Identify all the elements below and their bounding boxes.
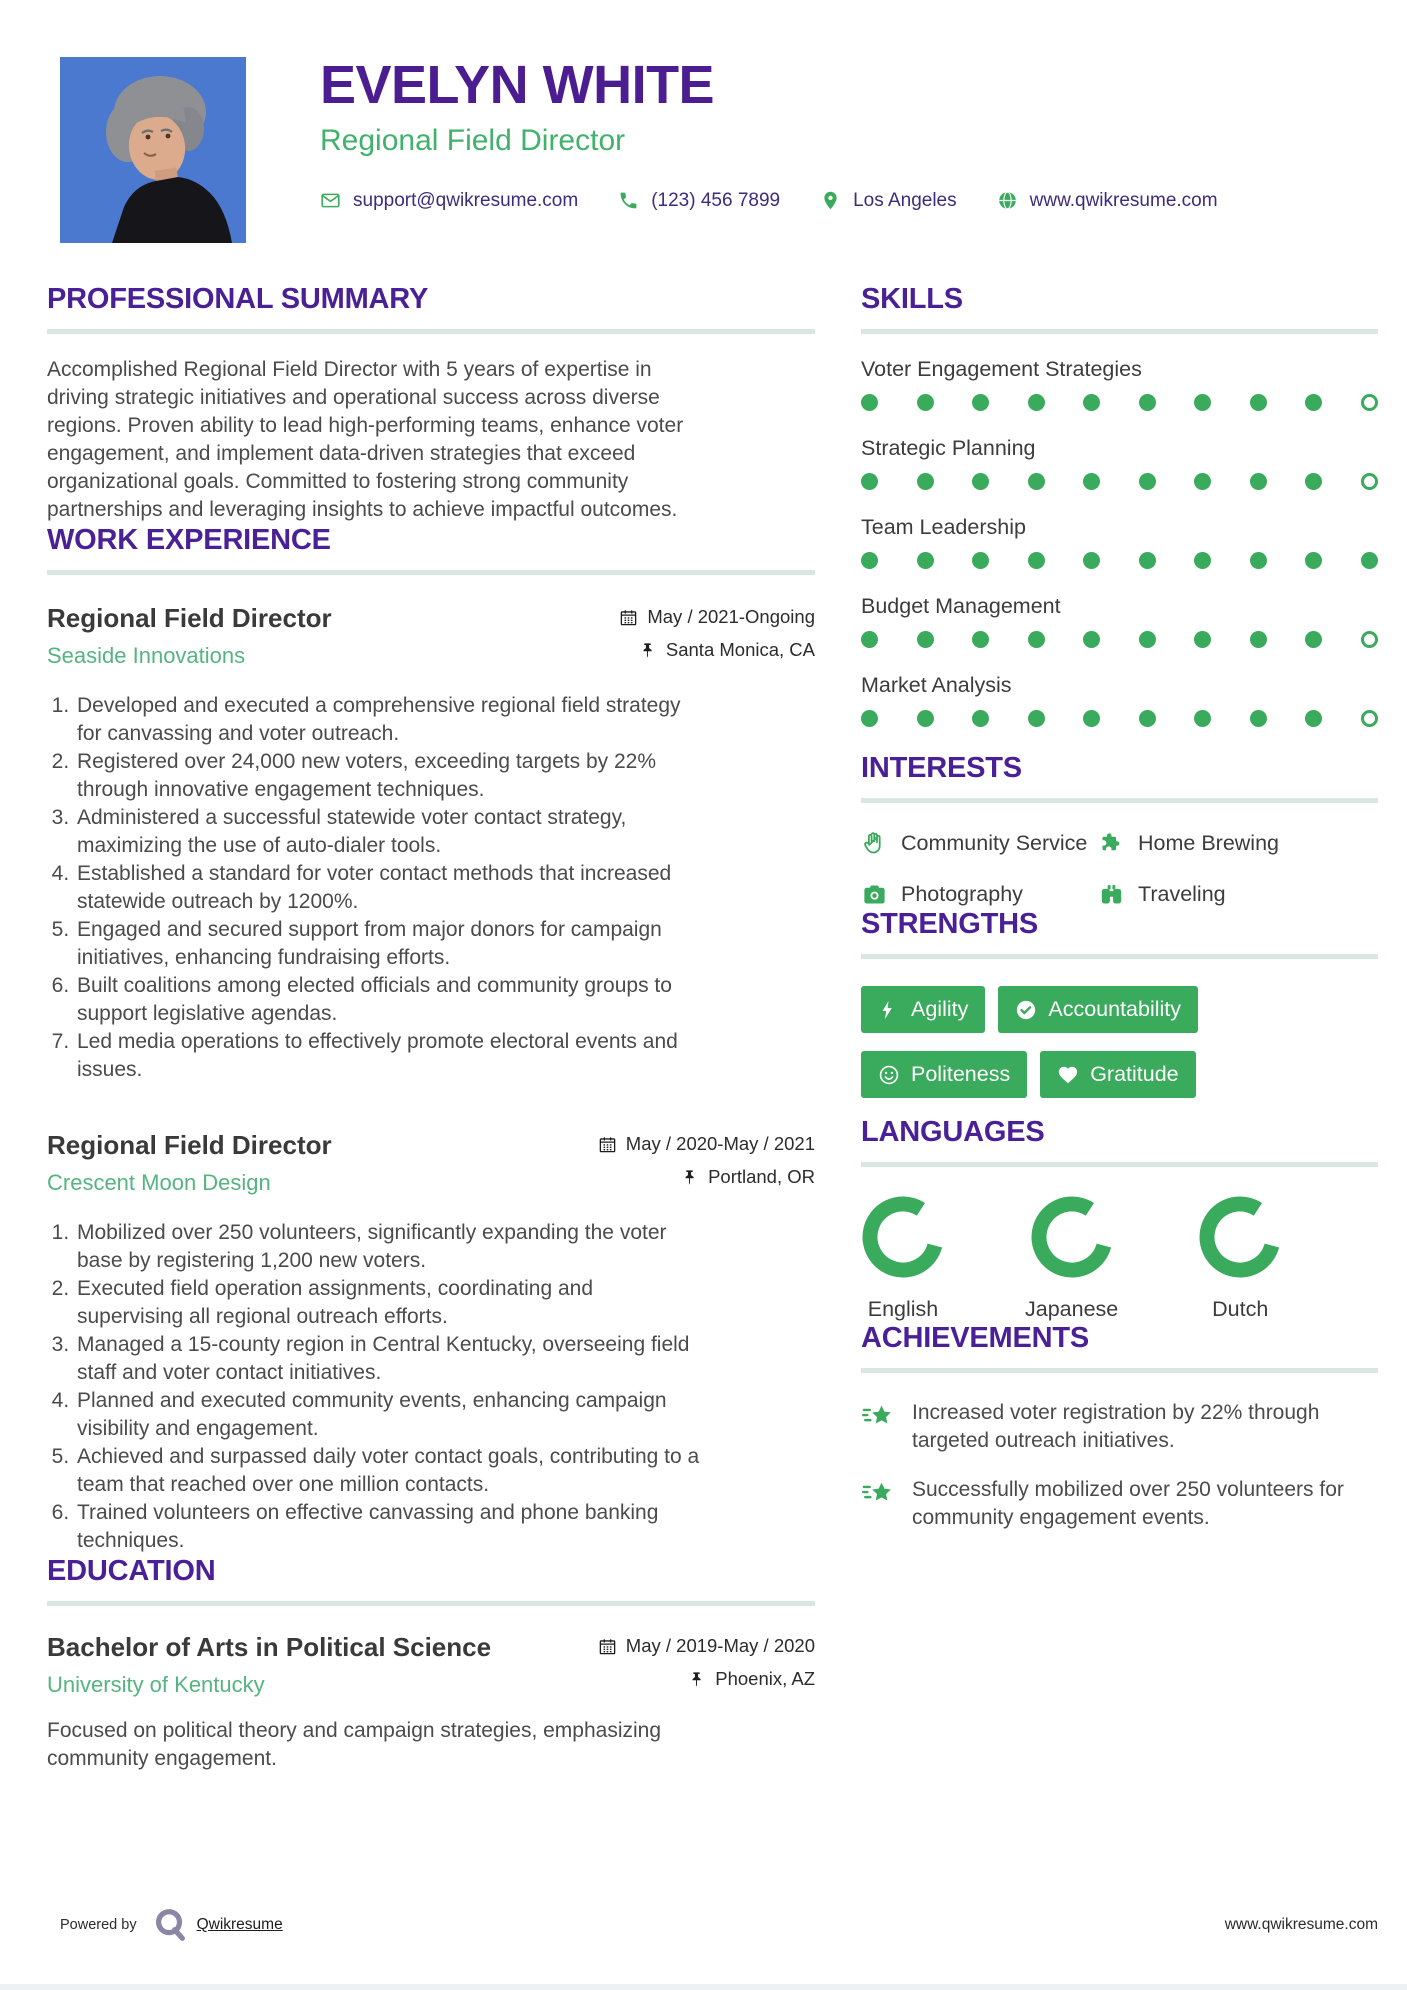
languages-heading: LANGUAGES [861, 1116, 1045, 1148]
interest-item [1098, 881, 1378, 908]
language-item [1198, 1195, 1282, 1322]
heart-icon [1057, 1064, 1079, 1086]
location-text: Santa Monica, CA [665, 639, 815, 660]
shooting-star-icon [861, 1400, 895, 1434]
degree-title: Bachelor of Arts in Political Science [47, 1632, 492, 1662]
achievement-item [861, 1476, 1378, 1532]
skill-rating [861, 473, 1378, 490]
job-entry [47, 1130, 815, 1555]
location-row [598, 1668, 815, 1690]
skill-dot-filled [1083, 473, 1100, 490]
powered-by-label: Powered by [60, 1917, 137, 1933]
skill-dot-filled [917, 710, 934, 727]
right-column [861, 283, 1378, 1773]
interest-label: Photography [901, 882, 1023, 906]
globe-icon [997, 190, 1018, 211]
contact-text: (123) 456 7899 [651, 189, 781, 211]
language-ring [1198, 1195, 1282, 1279]
interest-label: Home Brewing [1138, 831, 1279, 855]
achievement-list [861, 1399, 1378, 1532]
skill-rating [861, 710, 1378, 727]
skill-dot-filled [1250, 631, 1267, 648]
skill-dot-filled [1194, 473, 1211, 490]
divider [861, 798, 1378, 803]
skill-dot-filled [917, 552, 934, 569]
skill-dot-empty [1361, 631, 1378, 648]
divider [861, 329, 1378, 334]
job-title: Regional Field Director [47, 603, 332, 633]
strength-badge [998, 986, 1198, 1033]
contact-row [320, 190, 1218, 212]
skill-dot-filled [972, 394, 989, 411]
language-label: English [867, 1297, 939, 1321]
dates-text: May / 2020-May / 2021 [625, 1133, 815, 1154]
calendar-icon [598, 1135, 617, 1154]
strengths-heading: STRENGTHS [861, 908, 1039, 940]
skill-name: Budget Management [861, 594, 1061, 618]
company-name: Crescent Moon Design [47, 1170, 271, 1195]
profile-photo [60, 57, 246, 243]
job-bullet: 2. Executed field operation assignments, coordinating and supervising all regional outreach efforts. [75, 1275, 705, 1331]
skill-dot-filled [917, 473, 934, 490]
education-meta [598, 1632, 815, 1701]
interest-label: Community Service [901, 831, 1088, 855]
hand-icon [861, 830, 888, 857]
footer-website[interactable]: www.qwikresume.com [1224, 1916, 1378, 1933]
language-list [861, 1195, 1378, 1322]
job-bullet: 6. Trained volunteers on effective canvassing and phone banking techniques. [75, 1499, 705, 1555]
education-description: Focused on political theory and campaign strategies, emphasizing community engagement. [47, 1719, 662, 1770]
work-heading: WORK EXPERIENCE [47, 524, 331, 556]
dates-row [598, 1133, 815, 1155]
strength-badge [861, 1051, 1027, 1098]
skill-item [861, 594, 1378, 648]
company-name: Seaside Innovations [47, 643, 246, 668]
divider [861, 1162, 1378, 1167]
language-ring [1030, 1195, 1114, 1279]
divider [47, 329, 815, 334]
job-bullet: 1. Mobilized over 250 volunteers, significantly expanding the voter base by registering 1,200 new voters. [75, 1219, 705, 1275]
skill-name: Team Leadership [861, 515, 1026, 539]
skill-dot-filled [1083, 631, 1100, 648]
left-column [47, 283, 815, 1773]
calendar-icon [619, 608, 638, 627]
skill-dot-filled [1083, 394, 1100, 411]
skill-rating [861, 552, 1378, 569]
pushpin-icon [680, 1168, 699, 1187]
job-bullet: 7. Led media operations to effectively promote electoral events and issues. [75, 1028, 705, 1084]
skill-dot-filled [1139, 552, 1156, 569]
strength-label: Agility [911, 997, 969, 1021]
interest-list [861, 830, 1378, 908]
job-bullet: 4. Planned and executed community events, enhancing campaign visibility and engagement. [75, 1387, 705, 1443]
location-row [619, 639, 815, 661]
skill-dot-filled [972, 473, 989, 490]
pushpin-icon [687, 1670, 706, 1689]
divider [47, 570, 815, 575]
skill-rating [861, 631, 1378, 648]
job-bullet-list [47, 692, 705, 1084]
person-name: EVELYN WHITE [320, 55, 715, 115]
school-name: University of Kentucky [47, 1672, 265, 1697]
interest-item [861, 830, 1098, 857]
skill-rating [861, 394, 1378, 411]
dates-text: May / 2021-Ongoing [647, 606, 815, 627]
main-columns [0, 283, 1407, 1773]
skills-heading: SKILLS [861, 283, 963, 315]
qwikresume-link[interactable]: Qwikresume [196, 1916, 283, 1933]
job-bullet: 3. Managed a 15-county region in Central Kentucky, overseeing field staff and voter contact initiatives. [75, 1331, 705, 1387]
strength-label: Accountability [1048, 997, 1182, 1021]
location-pin-icon [820, 190, 841, 211]
portrait-illustration [60, 57, 246, 243]
skill-name: Voter Engagement Strategies [861, 357, 1142, 381]
skill-dot-filled [861, 631, 878, 648]
skill-dot-filled [1194, 552, 1211, 569]
divider [861, 954, 1378, 959]
skill-dot-filled [861, 552, 878, 569]
skill-dot-filled [1139, 394, 1156, 411]
skill-dot-empty [1361, 710, 1378, 727]
job-bullet: 5. Achieved and surpassed daily voter contact goals, contributing to a team that reached over one million contacts. [75, 1443, 705, 1499]
job-title-block [47, 1130, 332, 1196]
location-text: Phoenix, AZ [715, 1668, 815, 1689]
skill-dot-filled [917, 631, 934, 648]
skill-dot-empty [1361, 473, 1378, 490]
job-bullet-list [47, 1219, 705, 1555]
skill-dot-filled [1139, 631, 1156, 648]
skill-dot-filled [861, 473, 878, 490]
strength-badge [1040, 1051, 1195, 1098]
person-title: Regional Field Director [320, 123, 626, 157]
skill-dot-filled [1250, 394, 1267, 411]
interest-item [1098, 830, 1378, 857]
interest-label: Traveling [1138, 882, 1226, 906]
skill-dot-filled [1194, 710, 1211, 727]
skill-item [861, 515, 1378, 569]
skill-dot-filled [1028, 631, 1045, 648]
job-bullet: 1. Developed and executed a comprehensive regional field strategy for canvassing and voter outreach. [75, 692, 705, 748]
skill-item [861, 436, 1378, 490]
skill-dot-filled [1083, 710, 1100, 727]
job-title-block [47, 603, 332, 669]
skill-dot-filled [1305, 631, 1322, 648]
job-header [47, 603, 815, 672]
achievement-item [861, 1399, 1378, 1455]
skill-dot-filled [1028, 473, 1045, 490]
skill-dot-filled [972, 631, 989, 648]
language-label: Dutch [1212, 1297, 1269, 1321]
skill-dot-filled [1361, 552, 1378, 569]
page-bottom-edge [0, 1984, 1407, 1990]
job-header [47, 1130, 815, 1199]
achievement-text: Successfully mobilized over 250 volunteers for community engagement events. [912, 1478, 1344, 1529]
skill-dot-filled [1139, 473, 1156, 490]
job-bullet: 2. Registered over 24,000 new voters, exceeding targets by 22% through innovative engagement techniques. [75, 748, 705, 804]
strength-badges [861, 986, 1378, 1116]
contact-text: www.qwikresume.com [1029, 189, 1218, 211]
education-entry [47, 1632, 815, 1773]
skill-dot-filled [1250, 710, 1267, 727]
location-row [598, 1166, 815, 1188]
skill-dot-filled [1139, 710, 1156, 727]
skill-dot-filled [1305, 473, 1322, 490]
language-item [1025, 1195, 1118, 1322]
lightning-icon [878, 999, 900, 1021]
skill-dot-filled [1305, 710, 1322, 727]
job-list [47, 603, 815, 1555]
skill-dot-filled [861, 394, 878, 411]
job-bullet: 3. Administered a successful statewide voter contact strategy, maximizing the use of auto-dialer tools. [75, 804, 705, 860]
interest-item [861, 881, 1098, 908]
skill-dot-filled [1083, 552, 1100, 569]
achievements-heading: ACHIEVEMENTS [861, 1322, 1090, 1354]
dates-row [598, 1635, 815, 1657]
job-entry [47, 603, 815, 1084]
skill-name: Market Analysis [861, 673, 1012, 697]
contact-item[interactable] [320, 190, 578, 212]
job-title: Regional Field Director [47, 1130, 332, 1160]
summary-text: Accomplished Regional Field Director with 5 years of expertise in driving strategic initiatives and operational success across diverse regions. Proven ability to lead high-performing teams, enhance voter engagement, and implement data-driven strategies that exceed organizational goals. Committed to fostering strong community partnerships and leveraging insights to achieve impactful outcomes. [47, 358, 684, 521]
shooting-star-icon [861, 1477, 895, 1511]
skill-dot-filled [917, 394, 934, 411]
skill-dot-filled [1028, 710, 1045, 727]
strength-badge [861, 986, 985, 1033]
skill-dot-filled [1305, 394, 1322, 411]
achievement-text: Increased voter registration by 22% through targeted outreach initiatives. [912, 1401, 1320, 1452]
divider [47, 1601, 815, 1606]
skill-dot-filled [1194, 394, 1211, 411]
job-meta [619, 603, 815, 672]
interests-heading: INTERESTS [861, 752, 1022, 784]
contact-item [820, 190, 957, 212]
job-bullet: 4. Established a standard for voter contact methods that increased statewide outreach by 1200%. [75, 860, 705, 916]
skill-name: Strategic Planning [861, 436, 1036, 460]
language-label: Japanese [1025, 1297, 1119, 1321]
contact-item[interactable] [618, 190, 780, 212]
job-bullet: 5. Engaged and secured support from major donors for campaign initiatives, enhancing fundraising efforts. [75, 916, 705, 972]
qwikresume-logo-icon [151, 1906, 189, 1944]
location-text: Portland, OR [708, 1166, 815, 1187]
smiley-icon [878, 1064, 900, 1086]
phone-icon [618, 190, 639, 211]
contact-text: Los Angeles [853, 189, 957, 211]
contact-item[interactable] [997, 190, 1218, 212]
language-item [861, 1195, 945, 1322]
pushpin-icon [638, 641, 657, 660]
strength-label: Politeness [911, 1062, 1011, 1086]
language-ring [861, 1195, 945, 1279]
calendar-icon [598, 1637, 617, 1656]
puzzle-icon [1098, 830, 1125, 857]
dates-text: May / 2019-May / 2020 [625, 1635, 815, 1656]
summary-heading: PROFESSIONAL SUMMARY [47, 283, 429, 315]
skill-dot-filled [1250, 552, 1267, 569]
job-meta [598, 1130, 815, 1199]
skill-dot-filled [1194, 631, 1211, 648]
contact-text: support@qwikresume.com [353, 189, 579, 211]
skill-dot-filled [1305, 552, 1322, 569]
skill-list [861, 357, 1378, 727]
email-icon [320, 190, 341, 211]
skill-dot-filled [1028, 552, 1045, 569]
binoculars-icon [1098, 881, 1125, 908]
camera-icon [861, 881, 888, 908]
education-heading: EDUCATION [47, 1555, 216, 1587]
check-circle-icon [1015, 999, 1037, 1021]
skill-dot-empty [1361, 394, 1378, 411]
skill-item [861, 357, 1378, 411]
skill-dot-filled [1250, 473, 1267, 490]
strength-label: Gratitude [1090, 1062, 1179, 1086]
skill-dot-filled [1028, 394, 1045, 411]
skill-dot-filled [972, 552, 989, 569]
dates-row [619, 606, 815, 628]
skill-dot-filled [861, 710, 878, 727]
divider [861, 1368, 1378, 1373]
identity-block [320, 57, 1218, 243]
skill-dot-filled [972, 710, 989, 727]
skill-item [861, 673, 1378, 727]
footer [60, 1906, 1378, 1944]
header [0, 0, 1407, 243]
job-bullet: 6. Built coalitions among elected officials and community groups to support legislative agendas. [75, 972, 705, 1028]
